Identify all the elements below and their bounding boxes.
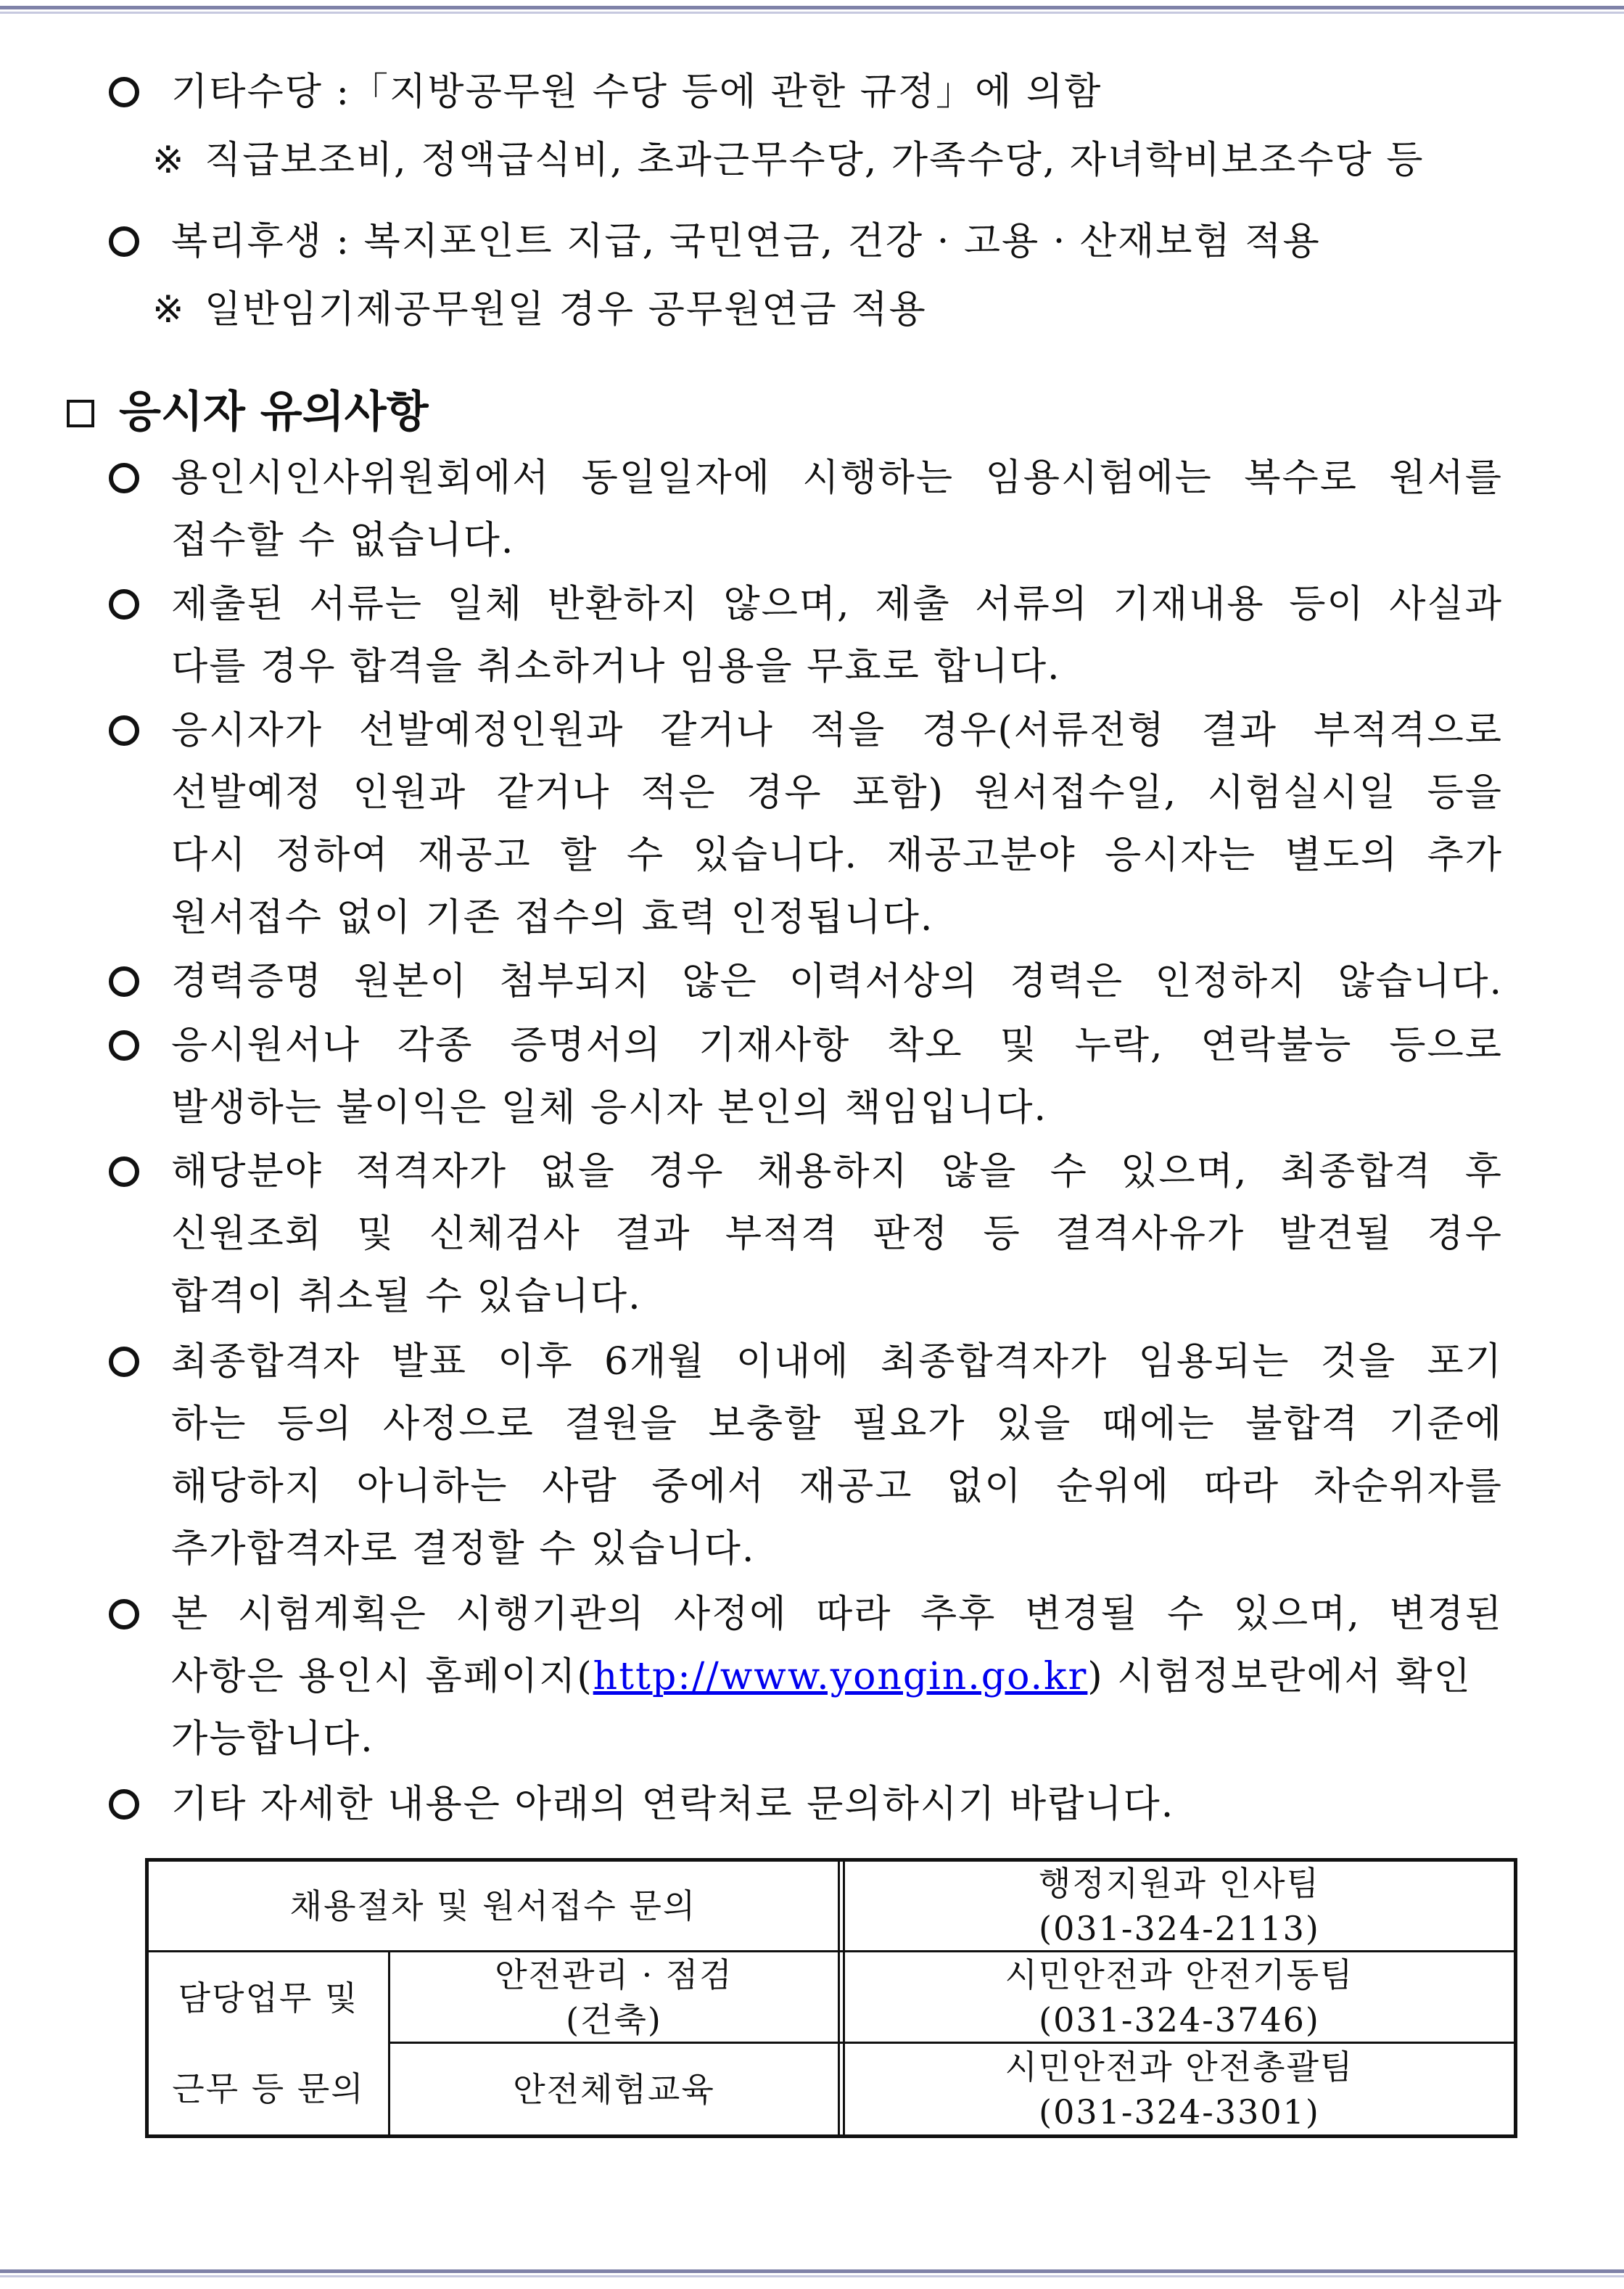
notice-line: 제출된 서류는 일체 반환하지 않으며, 제출 서류의 기재내용 등이 사실과: [171, 583, 1503, 626]
notice-line: 다시 정하여 재공고 할 수 있습니다. 재공고분야 응시자는 별도의 추가: [171, 834, 1503, 877]
table-cell-contact: [845, 2044, 1514, 2134]
duty-inquiry-label: 담당업무 및: [178, 1978, 359, 2018]
bottom-rule: [0, 2269, 1624, 2277]
section-heading: [67, 383, 429, 441]
task-name: 안전관리 · 점검: [495, 1955, 733, 1994]
phone-number: (031-324-3301): [1039, 2092, 1320, 2132]
table-cell-contact: [845, 1952, 1514, 2042]
recruit-inquiry-label: 채용절차 및 원서접수 문의: [289, 1886, 697, 1926]
welfare-note: 일반임기제공무원일 경우 공무원연금 적용: [205, 288, 927, 332]
task-name: 안전체험교육: [513, 2069, 715, 2109]
bullet-icon: [109, 589, 139, 620]
task-name: (건축): [566, 2000, 662, 2039]
note-mark: ※: [152, 139, 184, 182]
table-cell-task: [390, 1952, 838, 2042]
bullet-icon: [109, 1789, 139, 1820]
notice-line: 최종합격자 발표 이후 6개월 이내에 최종합격자가 임용되는 것을 포기: [171, 1340, 1503, 1384]
notice-line: 해당분야 적격자가 없을 경우 채용하지 않을 수 있으며, 최종합격 후: [171, 1150, 1503, 1193]
table-cell-recruit-contact: [845, 1862, 1514, 1950]
department-name: 시민안전과 안전총괄팀: [1005, 2047, 1354, 2087]
bullet-icon: [109, 1599, 139, 1630]
notice-line: 경력증명 원본이 첨부되지 않은 이력서상의 경력은 인정하지 않습니다.: [171, 960, 1503, 1003]
bullet-icon: [109, 1030, 139, 1061]
notice-line: 추가합격자로 결정할 수 있습니다.: [171, 1527, 756, 1571]
table-cell-recruit-label: [149, 1862, 838, 1950]
notice-line: 신원조회 및 신체검사 결과 부적격 판정 등 결격사유가 발견될 경우: [171, 1212, 1503, 1256]
notice-line: 선발예정 인원과 같거나 적은 경우 포함) 원서접수일, 시험실시일 등을: [171, 771, 1503, 815]
notice-line: 해당하지 아니하는 사람 중에서 재공고 없이 순위에 따라 차순위자를: [171, 1465, 1503, 1508]
table-divider: [838, 1862, 840, 2134]
notice-line: 본 시험계획은 시행기관의 사정에 따라 추후 변경될 수 있으며, 변경된: [171, 1593, 1503, 1636]
notice-line: 다를 경우 합격을 취소하거나 임용을 무효로 합니다.: [171, 645, 1061, 689]
notice-line: 접수할 수 없습니다.: [171, 519, 515, 562]
note-mark: ※: [152, 288, 184, 332]
checkbox-square-icon: [67, 400, 94, 427]
notice-line: 가능합니다.: [171, 1717, 374, 1761]
notice-line: 기타 자세한 내용은 아래의 연락처로 문의하시기 바랍니다.: [171, 1783, 1175, 1826]
notice-line: 하는 등의 사정으로 결원을 보충할 필요가 있을 때에는 불합격 기준에: [171, 1402, 1503, 1446]
notice-line: 응시자가 선발예정인원과 같거나 적을 경우(서류전형 결과 부적격으로: [171, 709, 1503, 752]
phone-number: (031-324-3746): [1039, 2000, 1320, 2039]
notice-line: 합격이 취소될 수 있습니다.: [171, 1275, 642, 1318]
homepage-link[interactable]: http://www.yongin.go.kr: [593, 1655, 1088, 1698]
bullet-icon: [109, 1347, 139, 1377]
welfare-line: 복리후생 : 복지포인트 지급, 국민연금, 건강 · 고용 · 산재보험 적용: [171, 220, 1321, 263]
website-notice-line: [171, 1653, 1472, 1701]
bullet-icon: [109, 715, 139, 746]
bullet-icon: [109, 966, 139, 997]
notice-line: 용인시인사위원회에서 동일일자에 시행하는 임용시험에는 복수로 원서를: [171, 456, 1503, 500]
table-cell-duty-label: [149, 1952, 388, 2134]
department-name: 시민안전과 안전기동팀: [1005, 1955, 1354, 1994]
notice-line: 발생하는 불이익은 일체 응시자 본인의 책임입니다.: [171, 1086, 1048, 1130]
department-name: 행정지원과 인사팀: [1038, 1864, 1321, 1903]
table-cell-task: [390, 2044, 838, 2134]
bullet-icon: [109, 77, 139, 107]
contact-table: [145, 1858, 1517, 2138]
bullet-icon: [109, 226, 139, 257]
section-title: 응시자 유의사항: [119, 387, 429, 437]
duty-inquiry-label: 근무 등 문의: [172, 2069, 365, 2109]
phone-number: (031-324-2113): [1039, 1909, 1320, 1948]
notice-line: 응시원서나 각종 증명서의 기재사항 착오 및 누락, 연락불능 등으로: [171, 1024, 1503, 1067]
bullet-icon: [109, 463, 139, 493]
website-notice-before: 사항은 용인시 홈페이지(: [171, 1655, 593, 1698]
allowance-note: 직급보조비, 정액급식비, 초과근무수당, 가족수당, 자녀학비보조수당 등: [205, 139, 1425, 182]
notice-line: 원서접수 없이 기존 접수의 효력 인정됩니다.: [171, 896, 934, 940]
top-rule: [0, 6, 1624, 14]
website-notice-after: ) 시험정보란에서 확인: [1087, 1655, 1472, 1698]
allowance-line: 기타수당 :「지방공무원 수당 등에 관한 규정」에 의함: [171, 70, 1102, 114]
bullet-icon: [109, 1156, 139, 1187]
